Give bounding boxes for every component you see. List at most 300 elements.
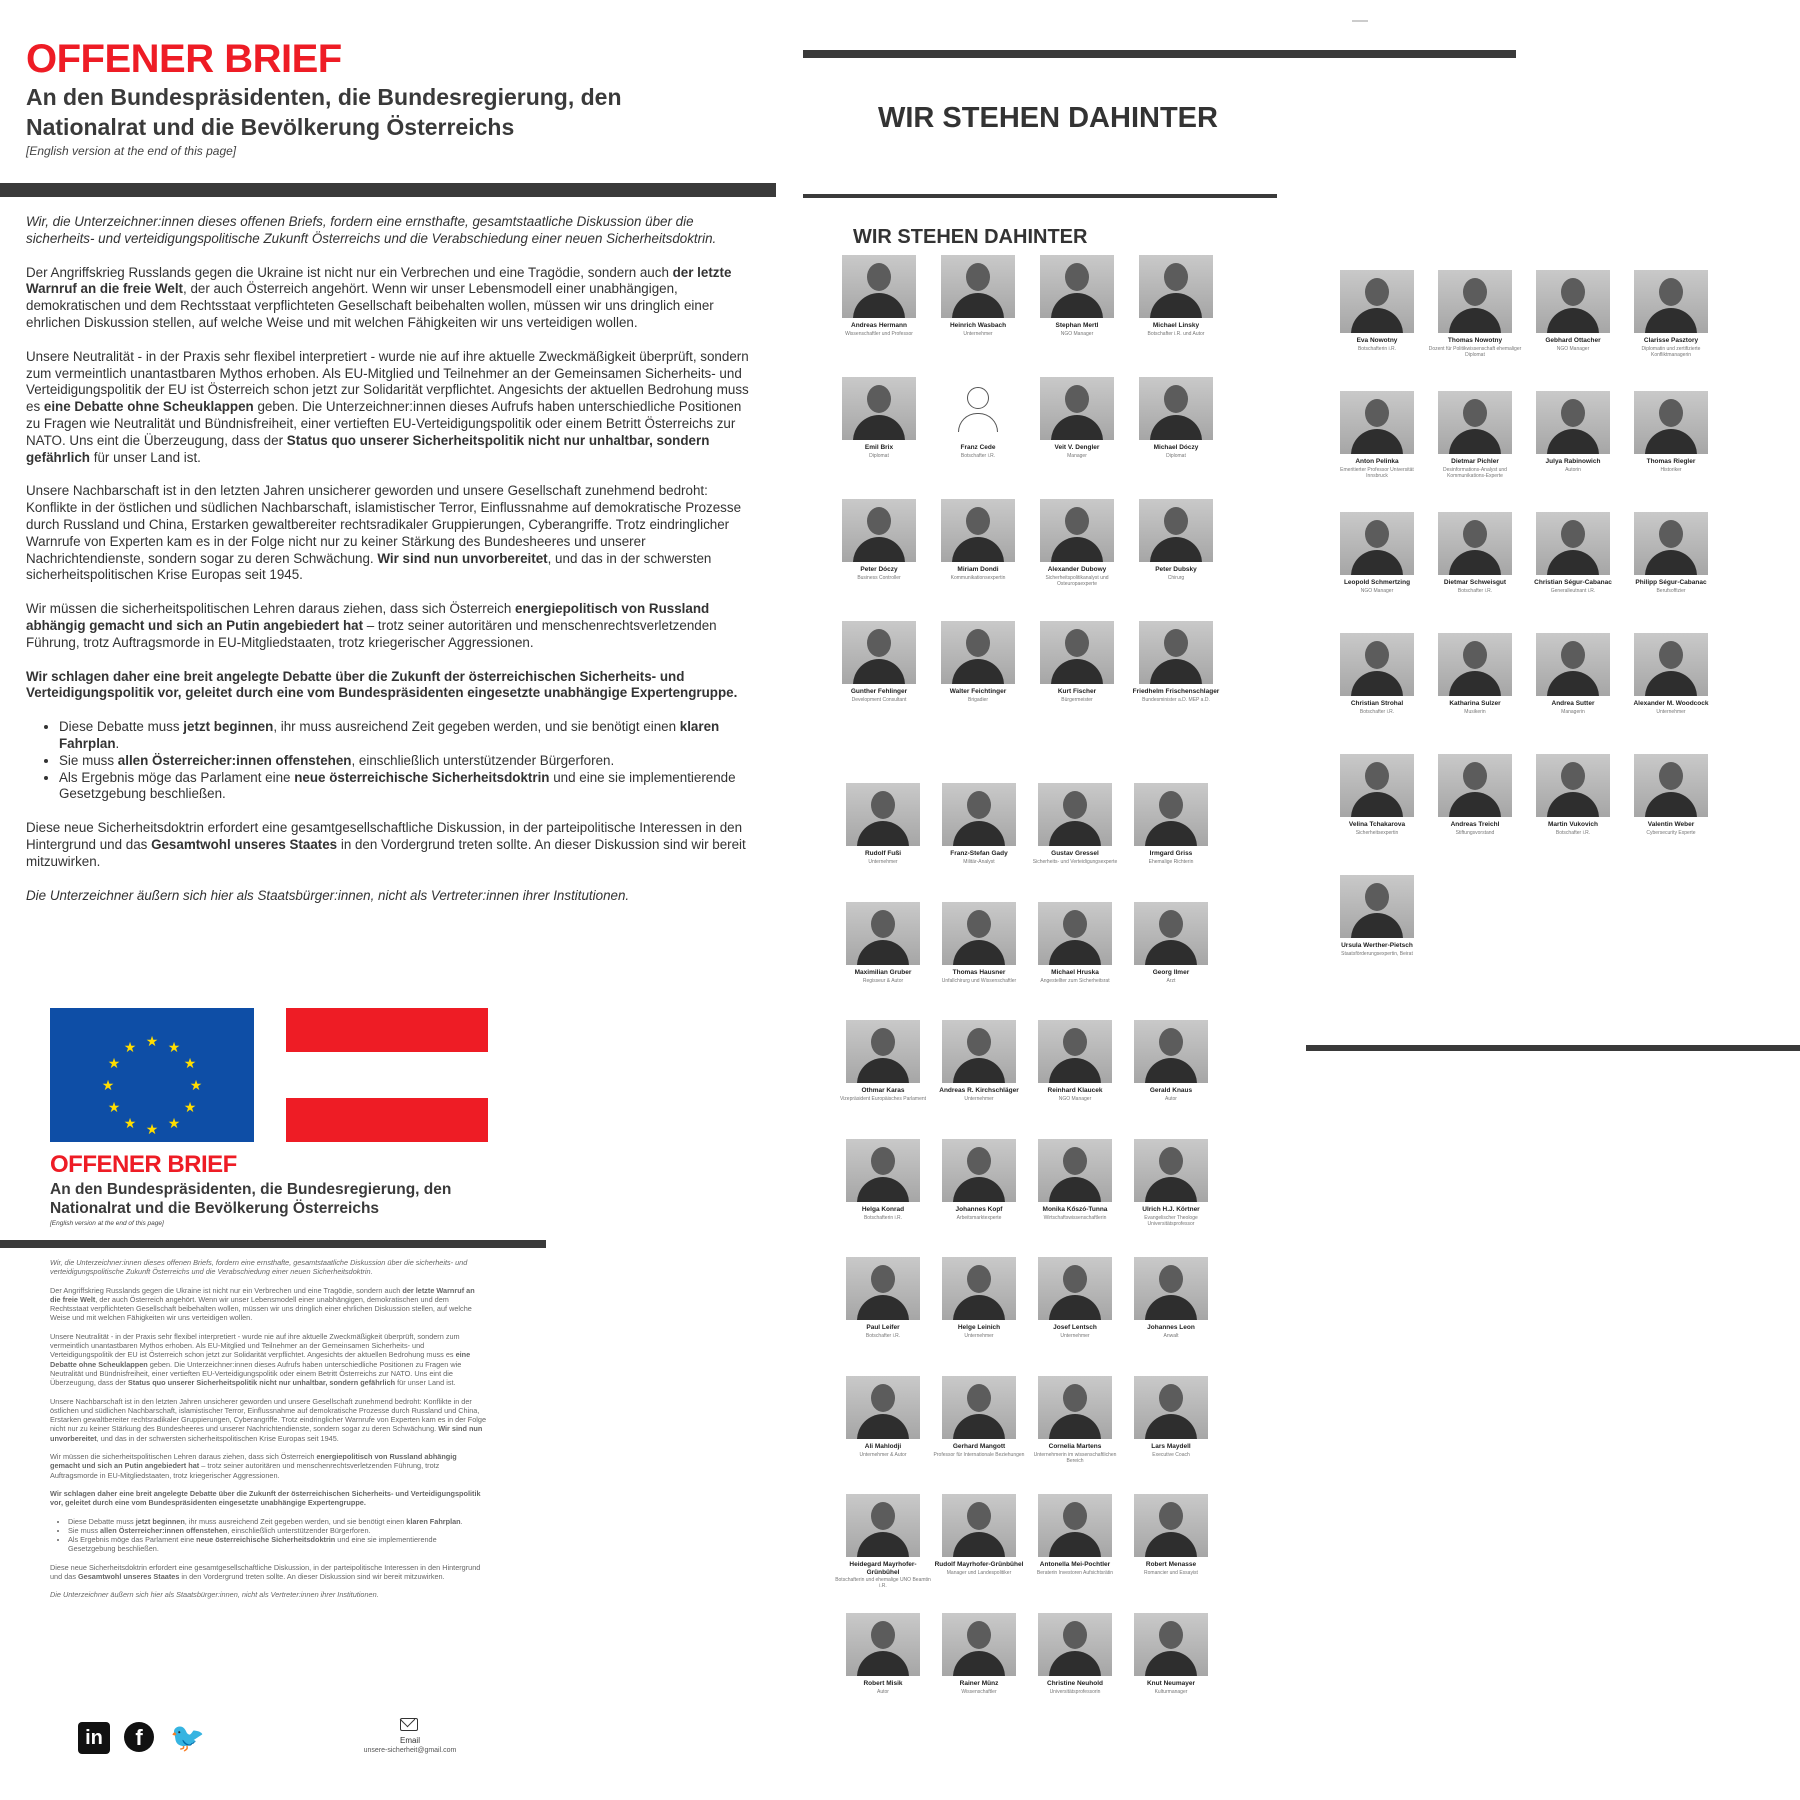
paragraph: Unsere Nachbarschaft ist in den letzten Jahren unsicherer geworden und unsere Gesellschaft zunehmend bedroht: Konflikte in der östlichen und südlichen Nachbarschaft, islamistischer Terror, Einflussnahme auf demokratische Prozesse durch Russland und China, Erstarken gewaltbereiter rechtsradikaler Gruppierungen, Cyberangriffe. Trotz eindringlicher Warnrufe von Experten kam es in der Folge nicht nur zu keiner Stärkung des Bundesheeres und unserer Nachrichtendienste, sondern sogar zu deren Schwächung. Wir sind nun unvorbereitet, und das in der schwersten sicherheitspolitischen Krise Europas seit 1945. (26, 483, 742, 583)
support-heading: WIR STEHEN DAHINTER (878, 102, 1218, 134)
signatory-name: Walter Feichtinger (949, 688, 1007, 695)
signatory-photo (1438, 633, 1512, 696)
signatory-name: Robert Menasse (1145, 1561, 1197, 1568)
flag-band (286, 1098, 488, 1142)
signatory-name: Gerhard Mangott (952, 1443, 1006, 1450)
signatory-name: Heinrich Wasbach (949, 322, 1007, 329)
signatory-photo (941, 499, 1015, 562)
signatory-name: Helga Konrad (861, 1206, 905, 1213)
signatory-role: Historiker (1660, 466, 1682, 473)
signatory-card (1623, 512, 1719, 594)
signatory-name: Veit V. Dengler (1054, 444, 1100, 451)
signatory-role: Botschafterin i.R. (863, 1214, 903, 1221)
signatory-role: NGO Manager (1058, 1095, 1092, 1102)
signatory-photo (1038, 1613, 1112, 1676)
signatory-photo (1038, 902, 1112, 965)
facebook-icon[interactable]: f (124, 1722, 154, 1752)
signatory-name: Irmgard Griss (1149, 850, 1193, 857)
signatory-role: Botschafter i.R. (1457, 587, 1493, 594)
signatory-card (1029, 377, 1125, 459)
signatory-card (1128, 377, 1224, 459)
signatory-card (931, 1494, 1027, 1576)
signatory-card (930, 255, 1026, 337)
signatory-name: Franz Cede (960, 444, 996, 451)
signatory-photo (1038, 1494, 1112, 1557)
signatory-card (1623, 391, 1719, 473)
signatory-photo (846, 1494, 920, 1557)
signatory-role: Musikerin (1464, 708, 1486, 715)
signatory-role: Vizepräsident Europäisches Parlament (839, 1095, 927, 1102)
signatory-card (1623, 633, 1719, 715)
svg-text:★: ★ (189, 1078, 203, 1094)
signatory-role: Regisseur & Autor (862, 977, 904, 984)
signatory-photo (1536, 270, 1610, 333)
paragraph: Der Angriffskrieg Russlands gegen die Ukraine ist nicht nur ein Verbrechen und eine Tragödie, sondern auch der letzte Warnruf an die freie Welt, der auch Österreich angehört. Wenn wir unser Lebensmodell einer unabhängigen, demokratischen und dem Rechtsstaat verpflichteten Gesellschaft beibehalten wollen, müssen wir uns dringlich einer ehrlichen Diskussion stellen, auf welche Weise und mit welchen Fähigkeiten wir uns verteidigen wollen. (26, 264, 732, 330)
signatory-role: Unternehmerin im wissenschaftlichen Bereich (1033, 1451, 1117, 1464)
signatory-card (1123, 1139, 1219, 1227)
signatory-role: Unfallchirurg und Wissenschaftler (941, 977, 1017, 984)
signatory-card (1128, 621, 1224, 703)
signatory-name: Andreas Treichl (1450, 821, 1500, 828)
signatory-card (1329, 391, 1425, 479)
signatory-card (831, 621, 927, 703)
signatory-card (1027, 1376, 1123, 1464)
signatory-name: Velina Tchakarova (1348, 821, 1406, 828)
svg-text:★: ★ (167, 1040, 181, 1056)
signatory-card (831, 499, 927, 581)
signatory-name: Helge Leinich (957, 1324, 1001, 1331)
signatory-photo (942, 1257, 1016, 1320)
signatory-card (831, 255, 927, 337)
intro-paragraph: Wir, die Unterzeichner:innen dieses offenen Briefs, fordern eine ernsthafte, gesamtstaatliche Diskussion über die sicherheits- und verteidigungspolitische Zukunft Österreichs und die Verabschiedung einer neuen Sicherheitsdoktrin. (26, 214, 717, 246)
signatory-photo (846, 902, 920, 965)
signatory-card (1427, 633, 1523, 715)
signatory-role: Bundesminister a.D. MEP a.D. (1142, 696, 1210, 703)
letter-body (26, 214, 756, 921)
signatory-card (1027, 1139, 1123, 1221)
signatory-photo (1038, 1257, 1112, 1320)
preview-english-note: [English version at the end of this page] (50, 1220, 164, 1227)
signatory-role: Professor für Internationale Beziehungen (933, 1451, 1025, 1458)
signatory-photo (1438, 512, 1512, 575)
signatory-name: Alexander M. Woodcock (1633, 700, 1709, 707)
signatory-role: Militär-Analyst (963, 858, 995, 865)
signatory-card (1329, 270, 1425, 352)
signatory-name: Peter Dubsky (1155, 566, 1197, 573)
signatory-card (1427, 754, 1523, 836)
signatory-name: Anton Pelinka (1355, 458, 1399, 465)
signatory-card (1525, 391, 1621, 473)
signatory-card (930, 621, 1026, 703)
divider (1306, 1045, 1800, 1051)
eu-flag-image (50, 1008, 254, 1142)
signatory-role: Unternehmer (1060, 1332, 1090, 1339)
signatory-photo (1536, 512, 1610, 575)
signatory-role: Managerin (1561, 708, 1585, 715)
signatory-photo (1438, 391, 1512, 454)
signatory-photo (1438, 754, 1512, 817)
signatory-photo (1634, 270, 1708, 333)
divider (803, 194, 1277, 198)
signatory-photo (1134, 1139, 1208, 1202)
signatory-role: Development Consultant (851, 696, 907, 703)
signatory-name: Thomas Nowotny (1447, 337, 1503, 344)
signatory-card (931, 783, 1027, 865)
signatory-role: Dozent für Politikwissenschaft ehemaliger Diplomat (1428, 345, 1522, 358)
signatory-name: Michael Hruska (1051, 969, 1099, 976)
signatory-role: Autor (1165, 1095, 1177, 1102)
signatory-role: Unternehmer (964, 1095, 994, 1102)
signatory-role: Romancier und Essayist (1144, 1569, 1198, 1576)
demands-list (26, 719, 756, 803)
signatory-card (1123, 1376, 1219, 1458)
signatory-card (931, 902, 1027, 984)
signatory-card (835, 1020, 931, 1102)
signatory-role: Unternehmer (964, 1332, 994, 1339)
paragraph: Diese neue Sicherheitsdoktrin erfordert eine gesamtgesellschaftliche Diskussion, in der parteipolitische Interessen in den Hintergrund und das Gesamtwohl unseres Staates in den Vordergrund treten sollte. An dieser Diskussion sind wir bereit mitzuwirken. (26, 820, 746, 869)
signatory-role: Kommunikationsexpertin (950, 574, 1006, 581)
signatory-card (1525, 512, 1621, 594)
signatory-card (1623, 270, 1719, 358)
signatory-role: Anwalt (1163, 1332, 1179, 1339)
page-title: OFFENER BRIEF (26, 37, 342, 81)
signatory-photo (942, 1139, 1016, 1202)
signatory-card (1123, 1020, 1219, 1102)
signatory-role: Angestellter zum Sicherheitsrat (1040, 977, 1110, 984)
english-version-note[interactable]: [English version at the end of this page] (26, 144, 237, 158)
list-item: • Als Ergebnis möge das Parlament eine neue österreichische Sicherheitsdoktrin und eine sie implementierende Gesetzgebung beschließen. (59, 770, 756, 804)
signatory-name: Johannes Kopf (955, 1206, 1003, 1213)
signatory-card (1027, 1020, 1123, 1102)
svg-text:★: ★ (101, 1078, 115, 1094)
signatory-photo (842, 499, 916, 562)
signatory-role: Botschafterin i.R. (1357, 345, 1397, 352)
signatory-photo (1139, 255, 1213, 318)
signatory-name: Katharina Sulzer (1449, 700, 1501, 707)
signatory-name: Josef Lentsch (1053, 1324, 1097, 1331)
signatory-role: Botschafter i.R. (960, 452, 996, 459)
letter-subtitle: An den Bundespräsidenten, die Bundesregierung, den Nationalrat und die Bevölkerung Österreichs (26, 84, 622, 140)
signatory-name: Paul Leifer (866, 1324, 900, 1331)
svg-text:★: ★ (145, 1034, 159, 1050)
divider (1352, 20, 1368, 22)
signatory-photo (1536, 391, 1610, 454)
signatory-role: Sicherheitsexpertin (1355, 829, 1399, 836)
signatory-card (1027, 1257, 1123, 1339)
signatory-card (831, 377, 927, 459)
signatory-name: Dietmar Schweisgut (1443, 579, 1507, 586)
signatory-photo (846, 1613, 920, 1676)
signatory-card (1029, 621, 1125, 703)
divider (0, 183, 776, 197)
signatory-card (1329, 633, 1425, 715)
signatory-role: Stiftungsvorstand (1455, 829, 1495, 836)
signatory-role: Sicherheitspolitikanalyst und Osteuropaexperte (1045, 574, 1109, 587)
signatory-photo (1139, 499, 1213, 562)
signatory-role: Emeritierter Professor Universität Innsbruck (1340, 466, 1414, 479)
signatory-name: Martin Vukovich (1548, 821, 1598, 828)
signatory-photo (1134, 783, 1208, 846)
signatory-name: Andrea Sutter (1551, 700, 1595, 707)
svg-text:★: ★ (123, 1116, 137, 1132)
signatory-name: Dietmar Pichler (1451, 458, 1499, 465)
signatory-photo (1340, 754, 1414, 817)
signatory-name: Gunther Fehlinger (850, 688, 908, 695)
signatory-photo (1040, 377, 1114, 440)
signatory-name: Ursula Werther-Pietsch (1341, 942, 1413, 949)
signatory-card (1329, 512, 1425, 594)
signatory-photo (846, 1257, 920, 1320)
signatory-photo (942, 902, 1016, 965)
signatory-card (835, 1376, 931, 1458)
signatory-role: Manager und Landespolitiker (946, 1569, 1012, 1576)
signatory-photo (1340, 875, 1414, 938)
signatory-role: Botschafter i.R. und Autor (1147, 330, 1205, 337)
signatory-role: Wissenschaftler und Professor (845, 330, 913, 337)
signatory-name: Rainer Münz (959, 1680, 999, 1687)
signatory-name: Robert Misik (863, 1680, 903, 1687)
signatory-name: Kurt Fischer (1057, 688, 1097, 695)
signatory-photo (1134, 1494, 1208, 1557)
signatory-name: Emil Brix (864, 444, 894, 451)
signatory-name: Christine Neuhold (1047, 1680, 1103, 1687)
signatory-card (1329, 875, 1425, 957)
divider (0, 1240, 546, 1248)
signatory-name: Clarisse Pasztory (1643, 337, 1699, 344)
signatory-card (1123, 1494, 1219, 1576)
signatory-role: Business Controller (857, 574, 901, 581)
signatory-role: Chirurg (1167, 574, 1185, 581)
signatory-card (1123, 902, 1219, 984)
email-icon[interactable] (400, 1718, 418, 1731)
signatory-role: NGO Manager (1060, 330, 1094, 337)
signatory-photo (1340, 633, 1414, 696)
signatory-photo (1139, 621, 1213, 684)
signatory-name: Rudolf Mayrhofer-Grünbühel (934, 1561, 1024, 1568)
signatory-photo (842, 621, 916, 684)
signatory-card (1525, 270, 1621, 352)
signatory-card (835, 902, 931, 984)
signatory-role: Unternehmer & Autor (859, 1451, 907, 1458)
signatory-name: Cornelia Martens (1048, 1443, 1102, 1450)
signatory-photo (1038, 783, 1112, 846)
signatory-name: Othmar Karas (861, 1087, 905, 1094)
signatory-photo (1634, 754, 1708, 817)
signatory-photo (942, 1020, 1016, 1083)
signatory-card (1123, 1257, 1219, 1339)
signatory-card (1029, 255, 1125, 337)
signatory-role: Arzt (1166, 977, 1176, 984)
signatory-name: Andreas Hermann (851, 322, 907, 329)
signatory-role: Berufsoffizier (1656, 587, 1686, 594)
list-item: • Sie muss allen Österreicher:innen offenstehen, einschließlich unterstützender Bürgerforen. (59, 753, 756, 770)
signatory-role: Unternehmer (868, 858, 898, 865)
signatory-name: Valentin Weber (1647, 821, 1695, 828)
letter-header (26, 38, 726, 158)
signatory-role: Executive Coach (1152, 1451, 1190, 1458)
signatory-photo (1038, 1139, 1112, 1202)
signatory-card (1329, 754, 1425, 836)
signatory-card (1123, 1613, 1219, 1695)
svg-text:★: ★ (167, 1116, 181, 1132)
signatory-photo (846, 1139, 920, 1202)
signatory-name: Christian Strohal (1350, 700, 1404, 707)
svg-text:★: ★ (123, 1040, 137, 1056)
signatory-photo (1040, 499, 1114, 562)
signatory-name: Friedhelm Frischenschlager (1132, 688, 1220, 695)
signatory-role: Sicherheits- und Verteidigungsexperte (1032, 858, 1118, 865)
signatory-name: Thomas Riegler (1646, 458, 1696, 465)
signatory-name: Reinhard Klaucek (1047, 1087, 1103, 1094)
svg-text:★: ★ (145, 1122, 159, 1138)
signatory-photo (1634, 633, 1708, 696)
signatory-name: Miriam Dondi (957, 566, 999, 573)
signatory-name: Antonella Mei-Pochtler (1039, 1561, 1111, 1568)
eu-stars-icon (50, 1008, 254, 1142)
signatory-card (931, 1376, 1027, 1458)
signatory-role: Generalleutnant i.R. (1550, 587, 1596, 594)
signatory-role: Arbeitsmarktexperte (956, 1214, 1002, 1221)
signatory-photo (1040, 255, 1114, 318)
proposal-paragraph: Wir schlagen daher eine breit angelegte Debatte über die Zukunft der österreichischen Sicherheits- und Verteidigungspolitik vor, geleitet durch eine vom Bundespräsidenten eingesetzte unabhängige Expertengruppe. (26, 668, 738, 701)
divider (803, 50, 1516, 58)
disclaimer-paragraph: Die Unterzeichner äußern sich hier als Staatsbürger:innen, nicht als Vertreter:innen ihrer Institutionen. (26, 887, 630, 903)
signatory-card (835, 1139, 931, 1221)
signatory-name: Alexander Dubowy (1047, 566, 1107, 573)
signatory-card (1029, 499, 1125, 587)
signatory-card (1128, 255, 1224, 337)
signatory-card (835, 783, 931, 865)
signatory-role: Botschafterin und ehemalige UNO Beamtin i.R. (835, 1577, 931, 1589)
signatory-card (1027, 902, 1123, 984)
signatory-role: Cybersecurity Experte (1646, 829, 1696, 836)
signatory-name: Rudolf Fußi (864, 850, 902, 857)
flag-band (286, 1008, 488, 1052)
signatory-card (1525, 633, 1621, 715)
list-item: • Diese Debatte muss jetzt beginnen, ihr muss ausreichend Zeit gegeben werden, und sie benötigt einen klaren Fahrplan. (59, 719, 756, 753)
linkedin-icon[interactable]: in (78, 1722, 110, 1754)
signatory-name: Johannes Leon (1147, 1324, 1195, 1331)
signatory-photo (942, 783, 1016, 846)
svg-text:★: ★ (183, 1056, 197, 1072)
signatory-photo (846, 783, 920, 846)
signatory-role: NGO Manager (1360, 587, 1394, 594)
signatory-card (930, 377, 1026, 459)
signatory-role: Manager (1067, 452, 1087, 459)
signatory-card (835, 1613, 931, 1695)
austria-flag-image (286, 1008, 488, 1142)
signatory-name: Julya Rabinowich (1545, 458, 1601, 465)
svg-text:★: ★ (107, 1056, 121, 1072)
signatory-role: Diplomatin und zertifizierte Konfliktmanagerin (1641, 345, 1701, 358)
signatory-card (931, 1257, 1027, 1339)
signatory-card (1427, 391, 1523, 479)
signatory-name: Stephan Mertl (1055, 322, 1099, 329)
signatory-name: Gustav Gressel (1051, 850, 1099, 857)
signatory-card (1427, 270, 1523, 358)
signatory-role: Botschafter i.R. (865, 1332, 901, 1339)
signatory-role: Diplomat (1166, 452, 1186, 459)
signatory-card (1623, 754, 1719, 836)
signatory-role: Beraterin Investoren Aufsichtsrätin (1036, 1569, 1114, 1576)
signatory-role: Kulturmanager (1154, 1688, 1188, 1695)
signatory-photo (941, 255, 1015, 318)
signatory-photo (1634, 391, 1708, 454)
signatory-name: Gebhard Ottacher (1545, 337, 1601, 344)
paragraph: Unsere Neutralität - in der Praxis sehr flexibel interpretiert - wurde nie auf ihre aktuelle Zweckmäßigkeit überprüft, sondern zum vermeintlich unantastbaren Mythos erhoben. Als EU-Mitglied und Teilnehmer an der Gemeinsamen Sicherheits- und Verteidigungspolitik der EU ist Österreich schon jetzt zur Solidarität verpflichtet. Angesichts der aktuellen Bedrohung muss es eine Debatte ohne Scheuklappen geben. Die Unterzeichner:innen dieses Aufrufs haben unterschiedliche Positionen zu Fragen wie Neutralität und Bündnisfreiheit, einer vertieften EU-Verteidigungspolitik oder einem Betritt Österreichs zur NATO. Uns eint die Überzeugung, dass der Status quo unserer Sicherheitspolitik nicht nur unhaltbar, sondern gefährlich für unser Land ist. (26, 348, 749, 465)
signatory-card (1525, 754, 1621, 836)
signatory-role: Botschafter i.R. (1359, 708, 1395, 715)
signatory-name: Thomas Hausner (952, 969, 1006, 976)
signatory-name: Monika Kőszó-Tunna (1042, 1206, 1108, 1213)
signatory-card (1027, 783, 1123, 865)
email-link[interactable]: unsere-sicherheit@gmail.com (363, 1747, 457, 1754)
signatory-card (835, 1257, 931, 1339)
signatory-name: Philipp Ségur-Cabanac (1635, 579, 1707, 586)
signatory-card (1123, 783, 1219, 865)
svg-text:★: ★ (107, 1100, 121, 1116)
signatory-role: Diplomat (869, 452, 889, 459)
letter-preview-header (50, 1152, 490, 1227)
support-subheading: WIR STEHEN DAHINTER (853, 226, 1088, 248)
signatory-role: Botschafter i.R. (1555, 829, 1591, 836)
signatory-name: Franz-Stefan Gady (950, 850, 1008, 857)
signatory-photo (1040, 621, 1114, 684)
signatory-card (931, 1020, 1027, 1102)
preview-title: OFFENER BRIEF (50, 1151, 237, 1178)
signatory-photo (846, 1020, 920, 1083)
signatory-name: Georg Ilmer (1152, 969, 1190, 976)
signatory-name: Heidegard Mayrhofer-Grünbühel (849, 1561, 917, 1576)
signatory-name: Ali Mahlodji (864, 1443, 902, 1450)
signatory-role: Wirtschaftswissenschaftlerin (1043, 1214, 1107, 1221)
paragraph: Wir müssen die sicherheitspolitischen Lehren daraus ziehen, dass sich Österreich energiepolitisch von Russland abhängig gemacht und sich an Putin angebiedert hat – trotz seiner autoritären und menschenrechtsverletzenden Führung, trotz Auftragsmorde in EU-Mitgliedstaaten, trotz kriegerischer Aggressionen. (26, 601, 717, 650)
signatory-name: Peter Dóczy (860, 566, 898, 573)
signatory-name: Leopold Schmertzing (1343, 579, 1411, 586)
signatory-photo (1634, 512, 1708, 575)
signatory-name: Andreas R. Kirchschläger (939, 1087, 1019, 1094)
signatory-name: Eva Nowotny (1356, 337, 1398, 344)
signatory-photo (1340, 391, 1414, 454)
signatory-card (931, 1139, 1027, 1221)
signatory-photo (1438, 270, 1512, 333)
signatory-photo (1134, 902, 1208, 965)
signatory-name: Michael Dóczy (1153, 444, 1199, 451)
signatory-card (930, 499, 1026, 581)
signatory-role: Staatsförderungsexpertin, Beirat (1341, 950, 1413, 957)
signatory-name: Christian Ségur-Cabanac (1534, 579, 1612, 586)
signatory-name: Lars Maydell (1151, 1443, 1191, 1450)
signatory-photo (842, 377, 916, 440)
email-label: Email (399, 1736, 420, 1745)
signatory-role: Bürgermeister (1061, 696, 1093, 703)
signatory-role: Universitätsprofessorin (1049, 1688, 1101, 1695)
twitter-icon[interactable]: 🐦 (170, 1722, 205, 1753)
signatory-photo (941, 621, 1015, 684)
signatory-role: NGO Manager (1556, 345, 1590, 352)
signatory-card (1027, 1613, 1123, 1695)
signatory-photo (1134, 1376, 1208, 1439)
signatory-name: Knut Neumayer (1146, 1680, 1196, 1687)
signatory-name: Gerald Knaus (1149, 1087, 1193, 1094)
person-placeholder-icon (941, 377, 1015, 440)
signatory-role: Brigadier (967, 696, 988, 703)
signatory-card (931, 1613, 1027, 1695)
preview-subtitle: An den Bundespräsidenten, die Bundesregierung, den Nationalrat und die Bevölkerung Österreichs (50, 1181, 452, 1217)
svg-text:★: ★ (183, 1100, 197, 1116)
signatory-photo (942, 1494, 1016, 1557)
signatory-photo (1038, 1020, 1112, 1083)
